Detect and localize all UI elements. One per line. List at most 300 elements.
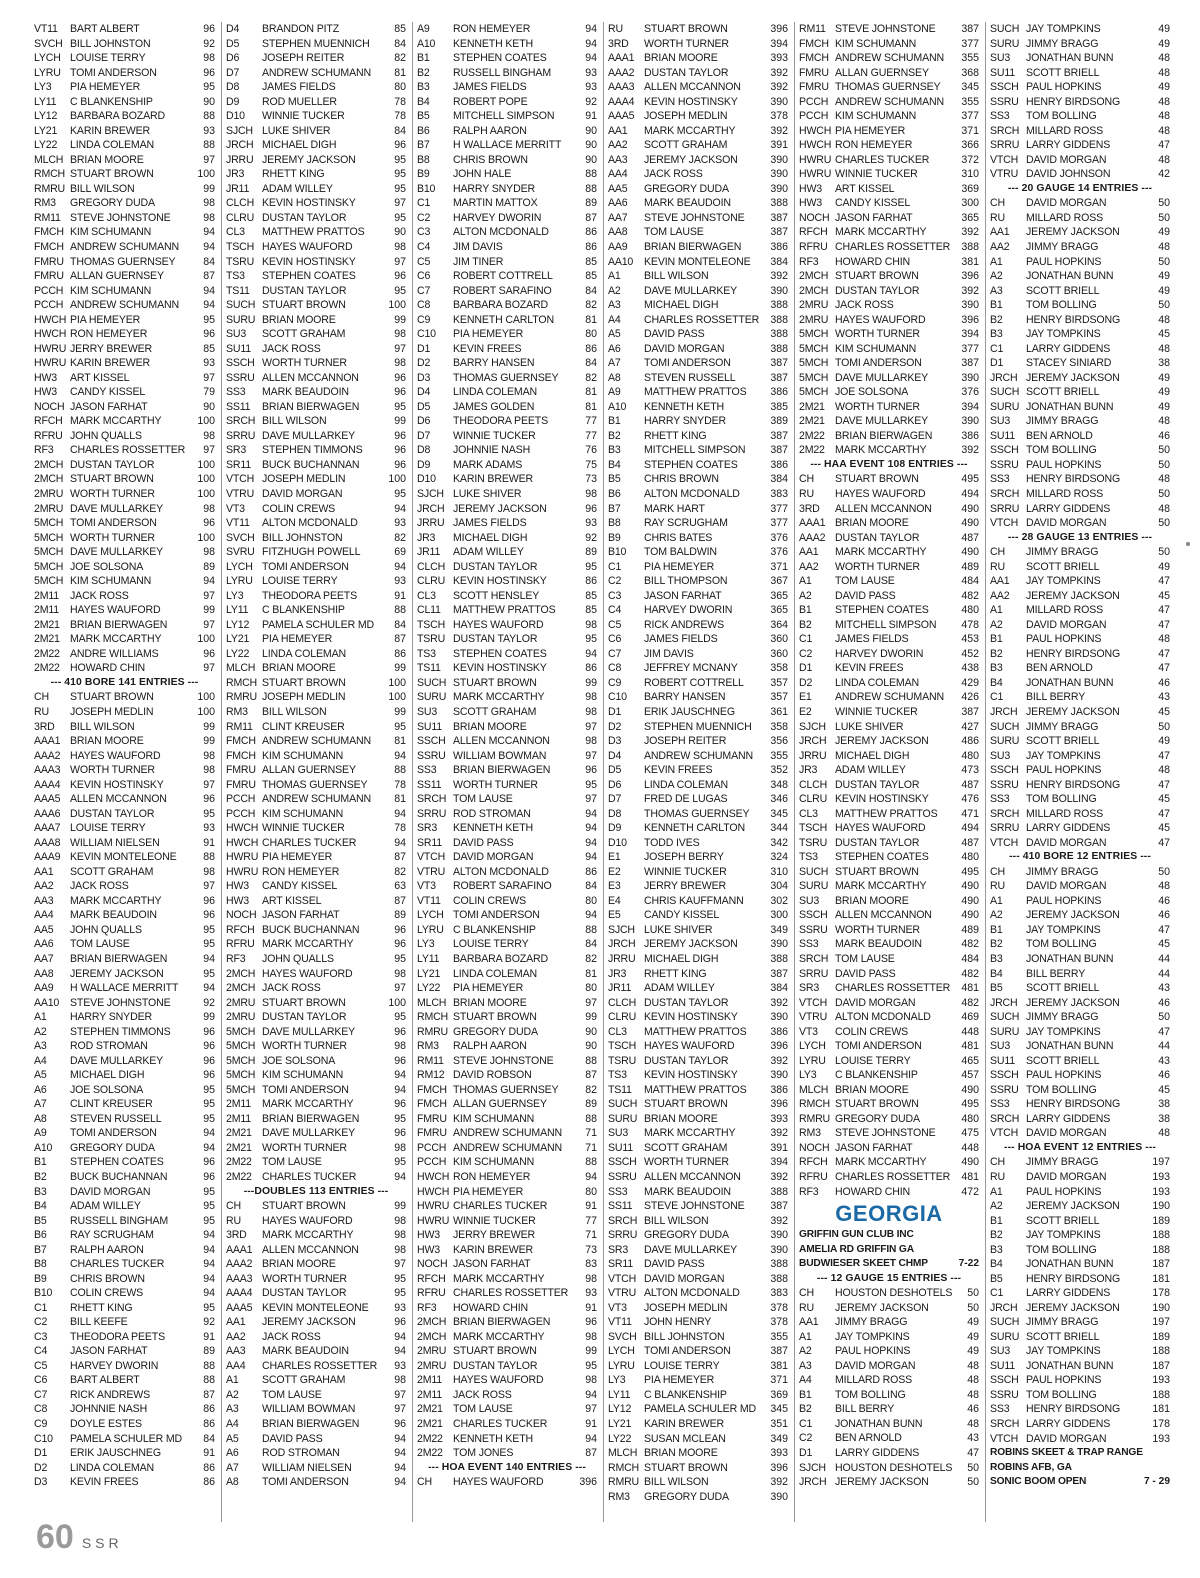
result-row [608, 487, 788, 502]
result-row [990, 1214, 1170, 1229]
result-row [608, 1432, 788, 1447]
position-code: AA2 [990, 240, 1010, 253]
result-row [226, 952, 406, 967]
shooter-name: STEPHEN COATES [835, 604, 929, 617]
shooter-name: SCOTT HENSLEY [453, 589, 540, 602]
score: 86 [585, 865, 597, 878]
score: 99 [585, 1345, 597, 1358]
shooter-name: KEVIN HOSTINSKY [644, 95, 738, 108]
score: 96 [203, 66, 215, 79]
score: 377 [770, 517, 788, 530]
shooter-name: JOHN HENRY [644, 1316, 712, 1329]
shooter-name: ANDRE WILLIAMS [70, 647, 159, 660]
result-row [990, 1315, 1170, 1330]
score: 476 [961, 793, 979, 806]
position-code: LY3 [34, 81, 52, 94]
shooter-name: CHARLES TUCKER [453, 1200, 548, 1213]
score: 45 [1158, 589, 1170, 602]
position-code: SVCH [226, 531, 255, 544]
event-info-text: SONIC BOOM OPEN [990, 1476, 1087, 1488]
shooter-name: ANDREW SCHUMANN [262, 66, 371, 79]
position-code: A7 [34, 1098, 47, 1111]
result-row [608, 1373, 788, 1388]
score: 465 [961, 1054, 979, 1067]
score: 489 [961, 923, 979, 936]
score: 93 [394, 575, 406, 588]
result-row [608, 371, 788, 386]
shooter-name: ALLEN MCCANNON [70, 793, 167, 806]
result-row [417, 80, 597, 95]
score: 94 [203, 1229, 215, 1242]
shooter-name: TOM LAUSE [835, 575, 895, 588]
shooter-name: DAVID PASS [453, 836, 514, 849]
score: 98 [203, 865, 215, 878]
shooter-name: HENRY BIRDSONG [1026, 95, 1121, 108]
shooter-name: ANDREW SCHUMANN [70, 240, 179, 253]
shooter-name: KENNETH CARLTON [644, 822, 745, 835]
position-code: PCCH [34, 299, 64, 312]
shooter-name: DAVID MORGAN [262, 488, 343, 500]
shooter-name: LINDA COLEMAN [70, 139, 154, 152]
shooter-name: CHRIS BATES [644, 531, 713, 544]
result-row [417, 342, 597, 357]
shooter-name: H WALLACE MERRITT [70, 982, 179, 995]
shooter-name: RHETT KING [70, 1301, 133, 1314]
score: 81 [585, 386, 597, 399]
position-code: SS11 [417, 778, 442, 791]
result-row [34, 1155, 215, 1170]
position-code: JRCH [608, 938, 636, 951]
position-code: RF3 [34, 444, 54, 457]
result-row [990, 240, 1170, 255]
score: 45 [1158, 822, 1170, 835]
position-code: B5 [417, 110, 430, 123]
result-row [990, 1068, 1170, 1083]
shooter-name: BRANDON PITZ [262, 23, 340, 35]
shooter-name: ANDREW SCHUMANN [835, 95, 944, 108]
result-row [226, 1402, 406, 1417]
shooter-name: TOM LAUSE [70, 938, 130, 951]
position-code: VT3 [608, 1301, 627, 1314]
result-row [417, 821, 597, 836]
score: 429 [961, 676, 979, 689]
position-code: D7 [417, 429, 431, 442]
score: 91 [585, 1200, 597, 1213]
shooter-name: PAMELA SCHULER MD [70, 1432, 183, 1445]
result-row [990, 1373, 1170, 1388]
score: 90 [585, 124, 597, 137]
score: 310 [770, 865, 788, 878]
shooter-name: RHETT KING [262, 168, 325, 181]
score: 98 [203, 52, 215, 65]
result-row [990, 167, 1170, 182]
result-row [799, 763, 979, 778]
result-row [990, 255, 1170, 270]
result-row [34, 821, 215, 836]
score: 99 [394, 1200, 406, 1213]
position-code: 2MRU [417, 1345, 447, 1358]
shooter-name: MARK MCCARTHY [70, 415, 162, 428]
result-row [608, 865, 788, 880]
position-code: SUCH [799, 865, 829, 878]
position-code: TSRU [608, 1054, 637, 1067]
position-code: SSRU [990, 778, 1019, 791]
score: 94 [394, 749, 406, 762]
shooter-name: ALLEN MCCANNON [644, 1170, 741, 1183]
score: 197 [1152, 1156, 1170, 1169]
score: 86 [203, 1461, 215, 1474]
result-row [226, 1417, 406, 1432]
score: 89 [585, 546, 597, 559]
result-row [608, 676, 788, 691]
shooter-name: DAVE MULLARKEY [644, 284, 738, 297]
score: 49 [967, 1316, 979, 1329]
score: 49 [1158, 284, 1170, 297]
score: 88 [585, 923, 597, 936]
score: 96 [203, 1040, 215, 1053]
position-code: 2M11 [226, 1112, 251, 1125]
result-row [608, 1170, 788, 1185]
shooter-name: TOM BOLLING [1026, 793, 1097, 806]
shooter-name: THOMAS GUERNSEY [453, 1083, 559, 1096]
shooter-name: DAVID MORGAN [1026, 197, 1107, 210]
position-code: B4 [608, 458, 621, 471]
shooter-name: STEVE JOHNSTONE [835, 23, 936, 35]
shooter-name: KARIN BREWER [453, 1243, 534, 1256]
shooter-name: MARK HART [644, 502, 705, 515]
result-row [990, 1243, 1170, 1258]
shooter-name: SCOTT GRAHAM [262, 328, 346, 341]
position-code: LY21 [417, 967, 441, 980]
shooter-name: TOMI ANDERSON [70, 517, 157, 530]
result-row [799, 1359, 979, 1374]
score: 98 [585, 1374, 597, 1387]
result-row [990, 792, 1170, 807]
score: 393 [770, 1447, 788, 1460]
score: 495 [961, 865, 979, 878]
result-row [417, 414, 597, 429]
result-row [417, 952, 597, 967]
score: 77 [585, 415, 597, 428]
result-row [34, 1330, 215, 1345]
position-code: 2MCH [226, 967, 256, 980]
shooter-name: H WALLACE MERRITT [453, 139, 562, 152]
score: 100 [197, 488, 215, 500]
position-code: LYRU [226, 575, 253, 588]
result-row [608, 211, 788, 226]
result-row [990, 22, 1170, 37]
score: 48 [1158, 52, 1170, 65]
shooter-name: STUART BROWN [70, 691, 154, 704]
position-code: SSRU [990, 1083, 1019, 1096]
score: 387 [770, 1200, 788, 1213]
shooter-name: JAY TOMPKINS [1026, 575, 1101, 588]
score: 84 [203, 255, 215, 268]
position-code: TSRU [226, 255, 255, 268]
result-row [226, 487, 406, 502]
position-code: B10 [417, 182, 436, 195]
result-row [799, 865, 979, 880]
score: 387 [961, 23, 979, 35]
result-row [226, 196, 406, 211]
score: 45 [1158, 793, 1170, 806]
result-row [226, 255, 406, 270]
shooter-name: LARRY GIDDENS [1026, 822, 1111, 835]
score: 193 [1152, 1374, 1170, 1387]
score: 93 [585, 81, 597, 94]
result-row [34, 574, 215, 589]
score: 93 [394, 517, 406, 530]
shooter-name: RICK ANDREWS [644, 618, 725, 631]
score: 48 [1158, 124, 1170, 137]
position-code: SU3 [990, 1040, 1011, 1053]
score: 98 [394, 1374, 406, 1387]
shooter-name: WORTH TURNER [835, 328, 920, 341]
position-code: RMRU [226, 691, 257, 704]
result-row [417, 327, 597, 342]
shooter-name: GREGORY DUDA [644, 1229, 729, 1242]
result-row [608, 255, 788, 270]
shooter-name: DAVID MORGAN [644, 1272, 725, 1285]
result-row [799, 1301, 979, 1316]
shooter-name: WORTH TURNER [262, 1272, 347, 1285]
result-row [799, 967, 979, 982]
score: 480 [961, 1112, 979, 1125]
score: 94 [394, 1170, 406, 1183]
score: 99 [585, 1011, 597, 1024]
score: 50 [967, 1287, 979, 1300]
shooter-name: PIA HEMEYER [453, 1185, 524, 1198]
position-code: JRRU [608, 953, 636, 965]
score: 390 [961, 371, 979, 384]
position-code: JRCH [990, 371, 1018, 384]
result-row [799, 109, 979, 124]
position-code: RM11 [417, 1054, 444, 1067]
score: 48 [967, 1417, 979, 1430]
score: 190 [1152, 1200, 1170, 1213]
score: 50 [1158, 865, 1170, 878]
result-row [34, 400, 215, 415]
score: 78 [394, 95, 406, 108]
result-row [799, 1141, 979, 1156]
result-row [226, 720, 406, 735]
score: 490 [961, 880, 979, 893]
score: 94 [203, 284, 215, 297]
position-code: SR11 [417, 836, 442, 849]
result-row [608, 705, 788, 720]
score: 85 [585, 589, 597, 602]
shooter-name: JOSEPH REITER [644, 735, 727, 748]
score: 96 [203, 23, 215, 35]
score: 95 [203, 1301, 215, 1314]
shooter-name: KEVIN HOSTINSKY [453, 575, 547, 588]
shooter-name: DAVE MULLARKEY [262, 429, 356, 442]
score: 88 [585, 1054, 597, 1067]
result-row [990, 1097, 1170, 1112]
position-code: CH [226, 1200, 241, 1213]
shooter-name: MATTHEW PRATTOS [644, 1025, 747, 1038]
event-header: --- 20 GAUGE 14 ENTRIES --- [1007, 182, 1153, 194]
position-code: A1 [990, 255, 1003, 268]
result-row [608, 1417, 788, 1432]
score: 96 [203, 1054, 215, 1067]
result-row [799, 66, 979, 81]
shooter-name: MATTHEW PRATTOS [453, 604, 556, 617]
shooter-name: WORTH TURNER [262, 357, 347, 370]
shooter-name: RAY SCRUGHAM [70, 1229, 154, 1242]
shooter-name: BRIAN MOORE [262, 313, 336, 326]
position-code: SSCH [608, 1156, 637, 1169]
result-row [417, 836, 597, 851]
result-row [226, 937, 406, 952]
position-code: SS3 [990, 473, 1010, 486]
result-row [990, 51, 1170, 66]
score: 490 [961, 1156, 979, 1169]
position-code: HWRU [417, 1214, 450, 1227]
shooter-name: JIMMY BRAGG [1026, 1156, 1099, 1169]
score: 100 [388, 473, 406, 486]
score: 95 [394, 953, 406, 965]
position-code: D2 [34, 1461, 48, 1474]
score: 96 [203, 894, 215, 907]
result-row [417, 690, 597, 705]
position-code: SSRU [226, 371, 255, 384]
position-code: B3 [417, 81, 430, 94]
result-row [990, 1185, 1170, 1200]
shooter-name: STUART BROWN [262, 676, 346, 689]
score: 91 [203, 836, 215, 849]
result-row [34, 618, 215, 633]
position-code: TS3 [608, 1069, 627, 1082]
shooter-name: HENRY BIRDSONG [1026, 1403, 1121, 1416]
shooter-name: BILL WILSON [70, 182, 135, 195]
score: 95 [203, 81, 215, 94]
shooter-name: KARIN BREWER [644, 1418, 725, 1430]
shooter-name: JIMMY BRAGG [1026, 720, 1099, 733]
shooter-name: THOMAS GUERNSEY [70, 255, 176, 268]
shooter-name: LINDA COLEMAN [835, 676, 919, 689]
score: 99 [203, 182, 215, 195]
result-row [799, 51, 979, 66]
shooter-name: SCOTT BRIELL [1026, 386, 1100, 399]
position-code: NOCH [799, 211, 830, 224]
position-code: A1 [34, 1011, 47, 1024]
result-row [608, 196, 788, 211]
shooter-name: ADAM WILLEY [835, 764, 906, 777]
score: 97 [203, 778, 215, 791]
position-code: CL3 [608, 1025, 627, 1038]
shooter-name: MICHAEL DIGH [453, 531, 528, 544]
score: 86 [585, 226, 597, 239]
position-code: A5 [226, 1432, 239, 1445]
score: 392 [961, 284, 979, 297]
shooter-name: ALLEN MCCANNON [644, 81, 741, 94]
shooter-name: TOM LAUSE [453, 1403, 513, 1416]
score: 95 [394, 168, 406, 181]
position-code: C1 [799, 633, 813, 646]
result-row [990, 327, 1170, 342]
result-row [990, 502, 1170, 517]
position-code: AAA2 [608, 66, 635, 79]
result-row [226, 690, 406, 705]
position-code: C4 [608, 604, 622, 617]
score: 385 [770, 400, 788, 413]
shooter-name: COLIN CREWS [70, 1287, 144, 1300]
result-row [990, 487, 1170, 502]
result-row [417, 1373, 597, 1388]
position-code: A3 [990, 284, 1003, 297]
position-code: B7 [417, 139, 430, 152]
result-row [417, 1446, 597, 1461]
result-row [417, 1388, 597, 1403]
score: 96 [203, 1025, 215, 1038]
position-code: 3RD [799, 502, 820, 515]
score: 396 [961, 313, 979, 326]
shooter-name: WINNIE TUCKER [453, 429, 536, 442]
shooter-name: MITCHELL SIMPSON [453, 110, 555, 123]
shooter-name: JONATHAN BUNN [1026, 676, 1114, 689]
position-code: MLCH [226, 662, 256, 675]
shooter-name: WORTH TURNER [644, 1156, 729, 1169]
result-row [608, 284, 788, 299]
position-code: SVRU [226, 546, 255, 559]
score: 484 [961, 953, 979, 965]
score: 345 [961, 81, 979, 94]
shooter-name: CHARLES ROSSETTER [453, 1287, 569, 1300]
position-code: SSRU [799, 923, 828, 936]
result-row [417, 269, 597, 284]
position-code: B4 [990, 967, 1003, 980]
score: 193 [1152, 1185, 1170, 1198]
position-code: B9 [417, 168, 430, 181]
shooter-name: BRIAN MOORE [70, 735, 144, 748]
position-code: E3 [608, 880, 621, 893]
position-code: JRCH [226, 139, 254, 152]
shooter-name: ROD STROMAN [262, 1447, 340, 1460]
shooter-name: LARRY GIDDENS [1026, 342, 1111, 355]
result-row [990, 1039, 1170, 1054]
score: 90 [585, 139, 597, 152]
shooter-name: JOHNNIE NASH [453, 444, 531, 457]
result-row [34, 37, 215, 52]
shooter-name: JONATHAN BUNN [1026, 1258, 1114, 1271]
result-row [608, 1112, 788, 1127]
score: 76 [585, 444, 597, 457]
score: 50 [967, 1301, 979, 1314]
position-code: LY21 [608, 1418, 632, 1430]
result-row [34, 225, 215, 240]
shooter-name: DAVE MULLARKEY [262, 1025, 356, 1038]
result-row [799, 298, 979, 313]
result-row [34, 1112, 215, 1127]
shooter-name: ANDREW SCHUMANN [453, 1127, 562, 1140]
result-row [226, 414, 406, 429]
position-code: HWCH [799, 139, 832, 152]
result-row [608, 22, 788, 37]
shooter-name: ANDREW SCHUMANN [644, 749, 753, 762]
result-row [608, 80, 788, 95]
position-code: TS3 [417, 647, 436, 660]
shooter-name: STUART BROWN [835, 865, 919, 878]
score: 98 [585, 735, 597, 748]
result-row [226, 458, 406, 473]
shooter-name: JONATHAN BUNN [1026, 1359, 1114, 1372]
result-row [417, 589, 597, 604]
shooter-name: JIMMY BRAGG [1026, 37, 1099, 50]
score: 50 [967, 1476, 979, 1489]
shooter-name: RHETT KING [644, 429, 707, 442]
result-row [34, 414, 215, 429]
